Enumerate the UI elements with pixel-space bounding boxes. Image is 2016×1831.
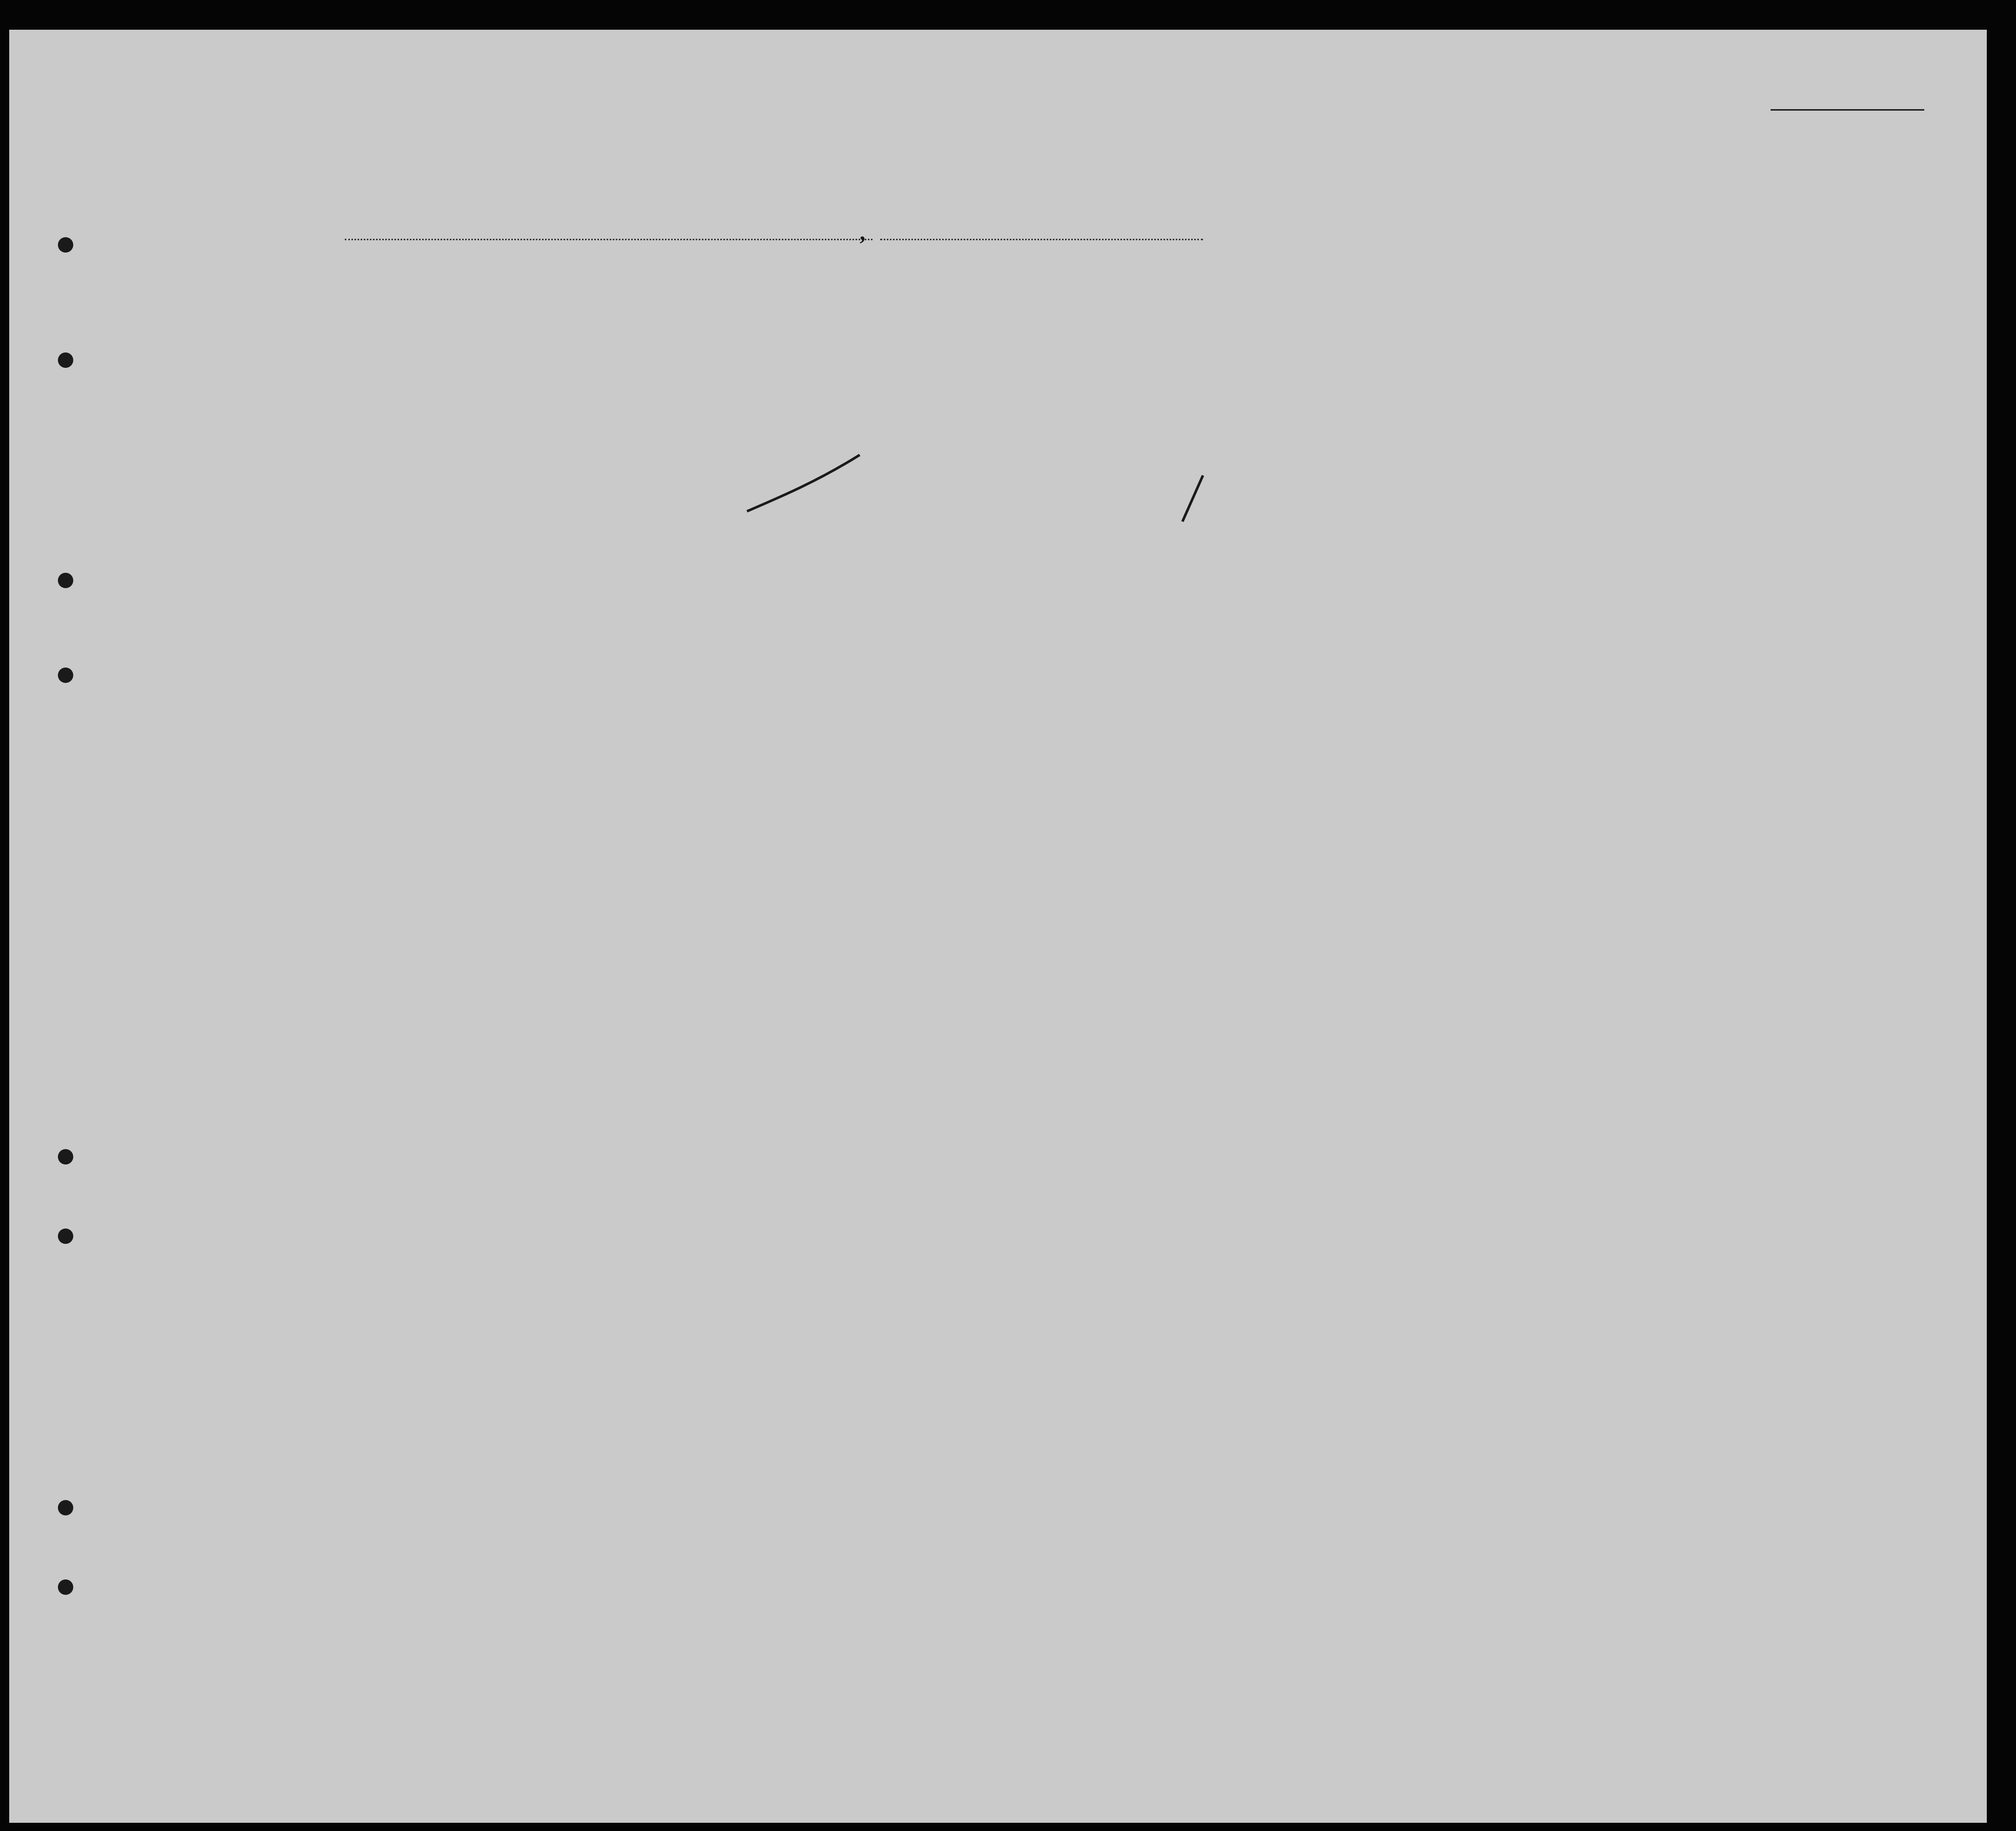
punch-hole bbox=[58, 1149, 73, 1164]
punch-hole bbox=[58, 1500, 73, 1515]
col-24-a bbox=[1171, 370, 1212, 468]
col-27-header bbox=[1372, 338, 1393, 466]
manifest-sheet bbox=[9, 30, 1987, 1823]
list-underline bbox=[1771, 109, 1924, 111]
col-26-header bbox=[1340, 338, 1361, 466]
punch-hole bbox=[58, 352, 73, 368]
col-24-b bbox=[1213, 370, 1254, 468]
col-30-header bbox=[1497, 338, 1522, 466]
date-dotted-line bbox=[880, 239, 1203, 240]
col-31-header bbox=[1524, 338, 1549, 466]
punch-hole bbox=[58, 237, 73, 253]
punch-hole bbox=[58, 1229, 73, 1244]
port-dotted-line bbox=[345, 239, 872, 240]
punch-hole bbox=[58, 668, 73, 683]
col-25-header bbox=[1298, 338, 1331, 466]
col-29-header bbox=[1457, 338, 1498, 466]
punch-hole bbox=[58, 573, 73, 588]
col-24-c bbox=[1256, 338, 1294, 466]
col-28-header bbox=[1398, 338, 1457, 466]
pen-stroke bbox=[742, 445, 865, 516]
table-grid bbox=[9, 30, 1987, 1823]
punch-hole bbox=[58, 1579, 73, 1595]
comma: , bbox=[860, 220, 865, 245]
pen-stroke bbox=[1172, 470, 1213, 527]
